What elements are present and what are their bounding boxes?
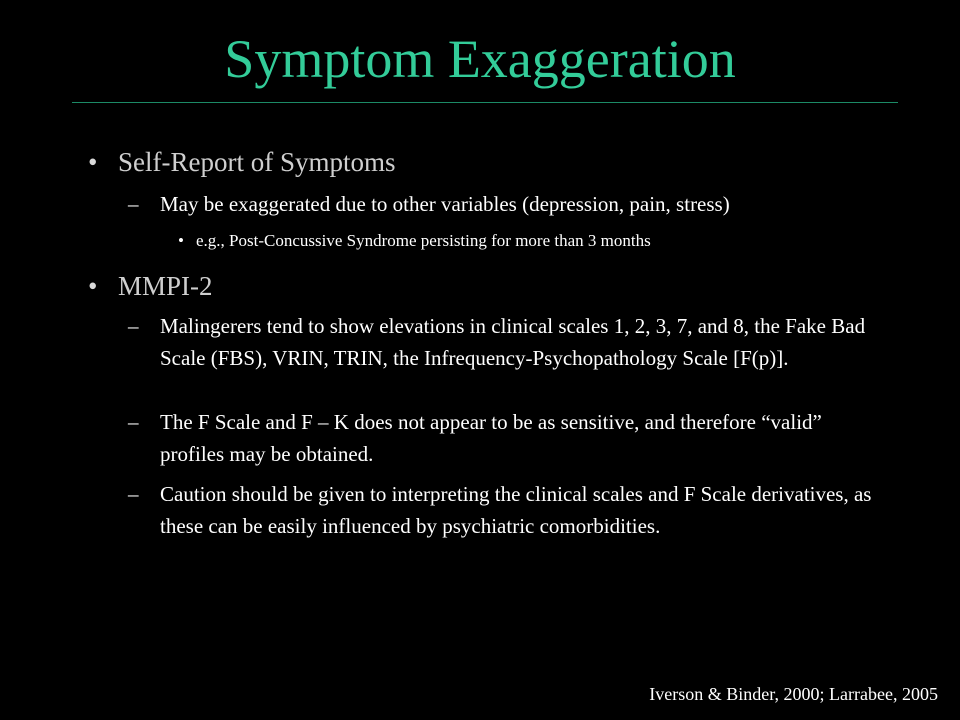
subpoint-text: e.g., Post-Concussive Syndrome persisting for more than 3 months: [196, 231, 651, 250]
point-malingerers: [128, 310, 888, 374]
dash-icon: –: [128, 482, 139, 506]
dash-icon: –: [128, 192, 139, 216]
point-text: Malingerers tend to show elevations in clinical scales 1, 2, 3, 7, and 8, the Fake Bad Scale (FBS), VRIN, TRIN, the Infrequency-Psychopathology Scale [F(p)].: [160, 314, 866, 370]
dash-icon: –: [128, 314, 139, 338]
point-f-scale: [128, 406, 888, 470]
heading-mmpi2: MMPI-2: [118, 271, 213, 301]
slide-title: Symptom Exaggeration: [224, 29, 736, 89]
point-exaggerated: [128, 188, 888, 220]
point-caution: [128, 478, 888, 542]
point-text: May be exaggerated due to other variables (depression, pain, stress): [160, 192, 730, 216]
heading-self-report: Self-Report of Symptoms: [118, 147, 396, 177]
point-text: The F Scale and F – K does not appear to be as sensitive, and therefore “valid” profiles may be obtained.: [160, 410, 822, 466]
dash-icon: –: [128, 410, 139, 434]
bullet-icon: •: [88, 147, 98, 177]
point-text: Caution should be given to interpreting the clinical scales and F Scale derivatives, as these can be easily influenced by psychiatric comorbidities.: [160, 482, 872, 538]
bullet-icon: •: [178, 231, 184, 250]
citation: Iverson & Binder, 2000; Larrabee, 2005: [649, 684, 938, 704]
title-divider: [72, 102, 898, 103]
bullet-icon: •: [88, 271, 98, 301]
